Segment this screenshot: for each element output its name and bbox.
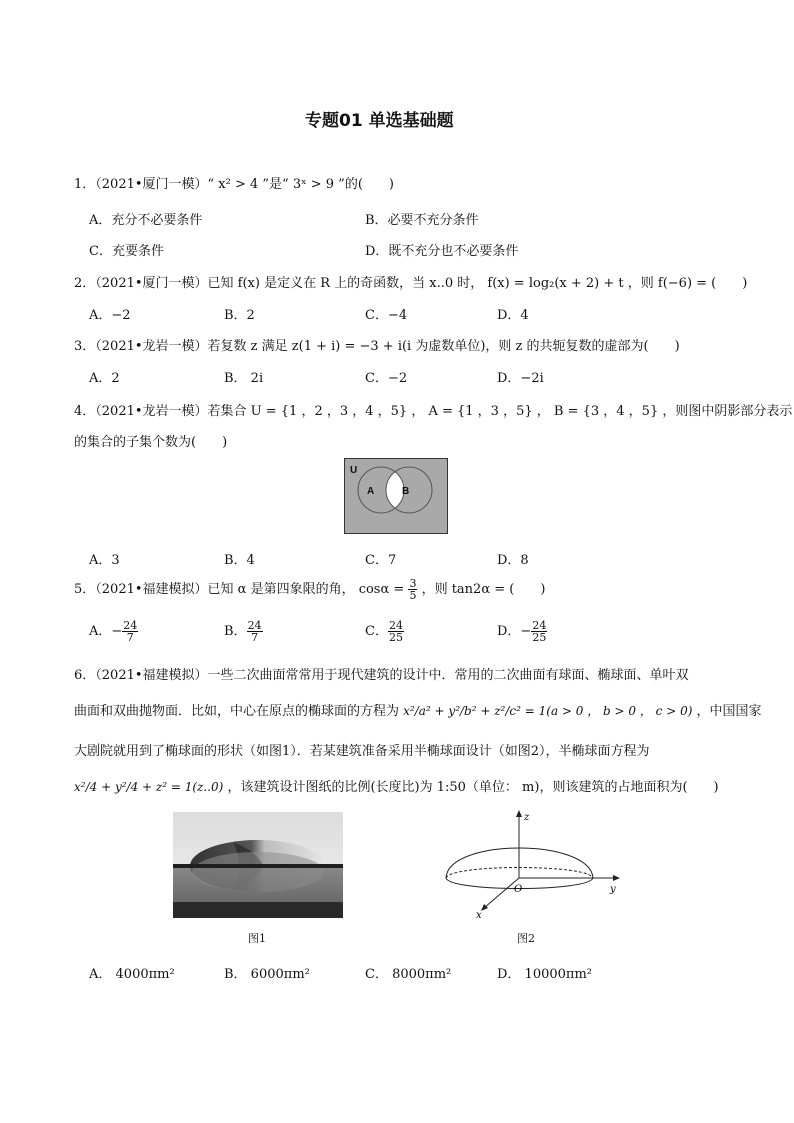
figure-2-caption: 图2 <box>517 932 535 945</box>
q5-option-d-fraction <box>531 620 547 643</box>
q2-option-a[interactable]: A．−2 <box>89 308 131 323</box>
q1-option-c[interactable]: C．充要条件 <box>89 244 164 259</box>
q2-option-b[interactable]: B．2 <box>224 308 255 323</box>
page-title: 专题01 单选基础题 <box>305 111 454 131</box>
figure-1-opera-house-photo <box>173 812 343 918</box>
q6-line2-suffix: ，中国国家 <box>696 704 762 719</box>
q1-option-a[interactable]: A．充分不必要条件 <box>89 213 203 228</box>
q6-half-ellipsoid-equation: x²/4 + y²/4 + z² = 1(z..0) <box>74 780 224 794</box>
z-axis-arrow-icon <box>516 810 522 817</box>
q3-option-c[interactable]: C．−2 <box>365 371 408 386</box>
q5-option-a-num: 24 <box>123 619 138 632</box>
q5-stem <box>74 578 545 601</box>
q5-option-d-num: 24 <box>532 619 547 632</box>
q2-stem: 2．（2021•厦门一模）已知 f(x) 是定义在 R 上的奇函数，当 x..0 时， f(x) = log₂(x + 2) + t ，则 f(−6) = ( ) <box>74 276 748 291</box>
q3-option-b[interactable]: B． 2i <box>224 371 264 386</box>
q6-option-c[interactable]: C． 8000πm² <box>365 967 452 982</box>
q6-option-d[interactable]: D． 10000πm² <box>497 967 592 982</box>
q3-stem: 3．（2021•龙岩一模）若复数 z 满足 z(1 + i) = −3 + i(i 为虚数单位)，则 z 的共轭复数的虚部为( ) <box>74 339 680 354</box>
venn-label-b: B <box>402 486 410 497</box>
q5-option-d-den: 25 <box>532 631 547 644</box>
q2-option-d[interactable]: D．4 <box>497 308 529 323</box>
z-axis-label: z <box>524 812 530 823</box>
q6-option-b[interactable]: B． 6000πm² <box>224 967 310 982</box>
q1-stem: 1．（2021•厦门一模）“ x² > 4 ”是“ 3ˣ > 9 ”的( ) <box>74 177 394 192</box>
figure-2-half-ellipsoid <box>440 808 630 920</box>
q5-option-b-num: 24 <box>247 619 262 632</box>
venn-label-u: U <box>350 465 358 476</box>
q5-option-a-den: 7 <box>126 631 134 644</box>
q5-option-b-label: B． <box>224 624 247 639</box>
x-axis-label: x <box>476 910 482 920</box>
q3-option-d[interactable]: D．−2i <box>497 371 544 386</box>
q4-option-d[interactable]: D．8 <box>497 553 529 568</box>
q6-line2-prefix: 曲面和双曲抛物面．比如，中心在原点的椭球面的方程为 <box>74 704 400 719</box>
q1-option-b[interactable]: B．必要不充分条件 <box>365 213 479 228</box>
q6-stem-line2 <box>74 700 762 719</box>
q6-line4-suffix: ，该建筑设计图纸的比例(长度比)为 1:50（单位： m)，则该建筑的占地面积为( ) <box>227 780 719 795</box>
q3-option-a[interactable]: A．2 <box>89 371 120 386</box>
q5-option-c-den: 25 <box>388 631 403 644</box>
q5-stem-suffix: ，则 tan2α = ( ) <box>421 582 546 597</box>
q4-option-a[interactable]: A．3 <box>89 553 120 568</box>
q5-option-a-fraction <box>122 620 138 643</box>
y-axis-label: y <box>610 884 616 895</box>
q5-option-c-num: 24 <box>388 619 403 632</box>
q5-option-a-label: A．− <box>89 624 123 639</box>
q2-option-c[interactable]: C．−4 <box>365 308 408 323</box>
q5-option-d[interactable] <box>497 620 547 643</box>
q6-stem-line1: 6．（2021•福建模拟）一些二次曲面常常用于现代建筑的设计中．常用的二次曲面有球面、椭球面、单叶双 <box>74 668 689 683</box>
q5-frac-num: 3 <box>409 577 417 590</box>
q5-frac-den: 5 <box>409 589 417 602</box>
q1-option-d[interactable]: D．既不充分也不必要条件 <box>365 244 519 259</box>
q5-option-b-den: 7 <box>251 631 259 644</box>
q5-option-c[interactable] <box>365 620 404 643</box>
q5-stem-prefix: 5．（2021•福建模拟）已知 α 是第四象限的角， cosα = <box>74 582 405 597</box>
q5-option-b[interactable] <box>224 620 263 643</box>
q5-stem-fraction <box>408 578 417 601</box>
q4-stem-line2: 的集合的子集个数为( ) <box>74 435 228 450</box>
venn-diagram <box>344 458 448 534</box>
venn-label-a: A <box>367 486 375 497</box>
q4-option-b[interactable]: B．4 <box>224 553 255 568</box>
q4-option-c[interactable]: C．7 <box>365 553 397 568</box>
q6-stem-line4 <box>74 776 719 795</box>
q5-option-b-fraction <box>247 620 263 643</box>
q5-option-a[interactable] <box>89 620 138 643</box>
q5-option-c-fraction <box>388 620 404 643</box>
y-axis-arrow-icon <box>613 875 620 881</box>
figure-1-caption: 图1 <box>248 932 266 945</box>
origin-label: O <box>514 884 523 895</box>
q5-option-c-label: C． <box>365 624 388 639</box>
q6-option-a[interactable]: A． 4000πm² <box>89 967 175 982</box>
q5-option-d-label: D．− <box>497 624 532 639</box>
q6-stem-line3: 大剧院就用到了椭球面的形状（如图1）．若某建筑准备采用半椭球面设计（如图2），半椭球面方程为 <box>74 744 650 759</box>
q4-stem-line1: 4．（2021•龙岩一模）若集合 U = {1 ，2 ，3 ，4 ，5} ， A = {1 ，3 ，5} ， B = {3 ，4 ，5} ，则图中阴影部分表示 <box>74 404 793 419</box>
q6-ellipsoid-equation: x²/a² + y²/b² + z²/c² = 1(a > 0 ， b > 0 ， c > 0) <box>403 704 693 718</box>
